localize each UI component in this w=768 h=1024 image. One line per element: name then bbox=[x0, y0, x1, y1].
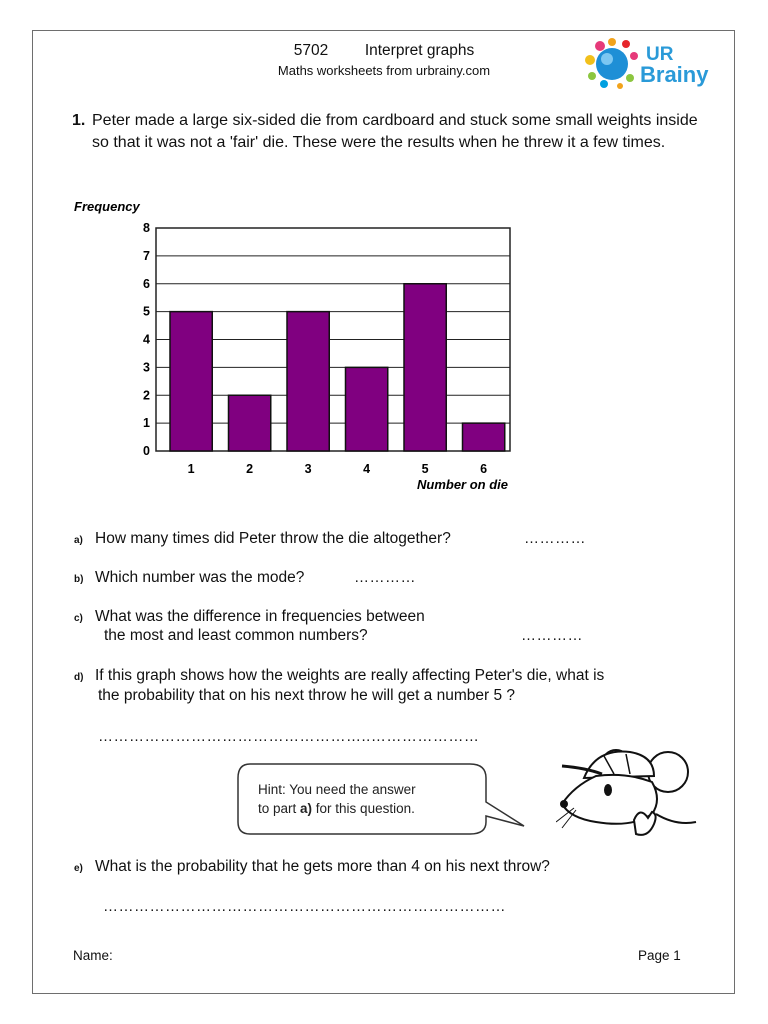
answer-line[interactable]: ……………………………………………..………………… bbox=[98, 728, 480, 745]
question-text: Which number was the mode? bbox=[95, 569, 305, 586]
hint-text bbox=[258, 780, 416, 818]
question-label: a) bbox=[74, 535, 83, 546]
question-text: How many times did Peter throw the die altogether? bbox=[95, 530, 451, 547]
question-text-line2: the most and least common numbers? bbox=[104, 627, 368, 644]
question-1-text: Peter made a large six-sided die from cardboard and stuck some small weights inside so that it was not a 'fair' die. These were the results when he threw it a few times. bbox=[92, 112, 698, 151]
question-1 bbox=[72, 110, 712, 154]
y-tick-label: 7 bbox=[143, 248, 150, 263]
x-tick-label: 2 bbox=[246, 462, 254, 476]
question-text-line2: the probability that on his next throw he will get a number 5 ? bbox=[98, 687, 516, 704]
page-number: Page 1 bbox=[638, 948, 681, 963]
y-tick-label: 1 bbox=[143, 416, 150, 431]
bar-6 bbox=[463, 423, 505, 451]
x-tick-label: 3 bbox=[304, 462, 312, 476]
worksheet-topic: Interpret graphs bbox=[364, 42, 475, 59]
bar-1 bbox=[170, 312, 212, 451]
y-tick-label: 0 bbox=[143, 444, 150, 458]
x-axis-label: Number on die bbox=[416, 477, 508, 492]
question-label: e) bbox=[74, 863, 83, 874]
hint-line-2: to part a) for this question. bbox=[258, 801, 415, 816]
question-text: What was the difference in frequencies between bbox=[95, 608, 425, 625]
hint-bubble bbox=[236, 762, 526, 847]
bar-5 bbox=[404, 284, 446, 451]
y-tick-label: 5 bbox=[143, 304, 150, 319]
question-label: c) bbox=[74, 613, 83, 624]
chart-svg bbox=[60, 190, 540, 500]
question-label: b) bbox=[74, 574, 84, 585]
question-text: If this graph shows how the weights are really affecting Peter's die, what is bbox=[95, 667, 605, 684]
y-tick-label: 3 bbox=[143, 360, 150, 375]
answer-line[interactable]: …………………………………………………………………… bbox=[103, 898, 506, 915]
question-label: d) bbox=[74, 672, 84, 683]
x-tick-label: 4 bbox=[363, 462, 371, 476]
y-axis-label: Frequency bbox=[74, 199, 140, 214]
bar-2 bbox=[229, 395, 271, 451]
worksheet-subtitle: Maths worksheets from urbrainy.com bbox=[277, 63, 491, 78]
y-tick-label: 4 bbox=[143, 332, 150, 347]
mouse-mascot-illustration bbox=[556, 742, 704, 851]
worksheet-code: 5702 bbox=[293, 42, 329, 59]
x-tick-label: 6 bbox=[480, 462, 488, 476]
urbrainy-logo bbox=[582, 34, 732, 99]
bar-3 bbox=[287, 312, 329, 451]
bar-4 bbox=[346, 367, 388, 451]
answer-line[interactable]: ………… bbox=[524, 530, 586, 547]
frequency-bar-chart bbox=[60, 190, 540, 505]
question-number: 1. bbox=[72, 112, 86, 129]
x-tick-label: 5 bbox=[421, 462, 429, 476]
hint-line-1: Hint: You need the answer bbox=[258, 782, 416, 797]
y-tick-label: 6 bbox=[143, 276, 150, 291]
y-tick-label: 2 bbox=[143, 388, 150, 403]
svg-text:Brainy: Brainy bbox=[640, 62, 709, 87]
answer-line[interactable]: ………… bbox=[354, 569, 416, 586]
question-text: What is the probability that he gets more than 4 on his next throw? bbox=[95, 858, 550, 875]
svg-text:UR: UR bbox=[646, 44, 674, 65]
x-tick-label: 1 bbox=[187, 462, 195, 476]
y-tick-label: 8 bbox=[143, 221, 150, 235]
name-label: Name: bbox=[73, 948, 113, 963]
answer-line[interactable]: ………… bbox=[521, 627, 583, 644]
